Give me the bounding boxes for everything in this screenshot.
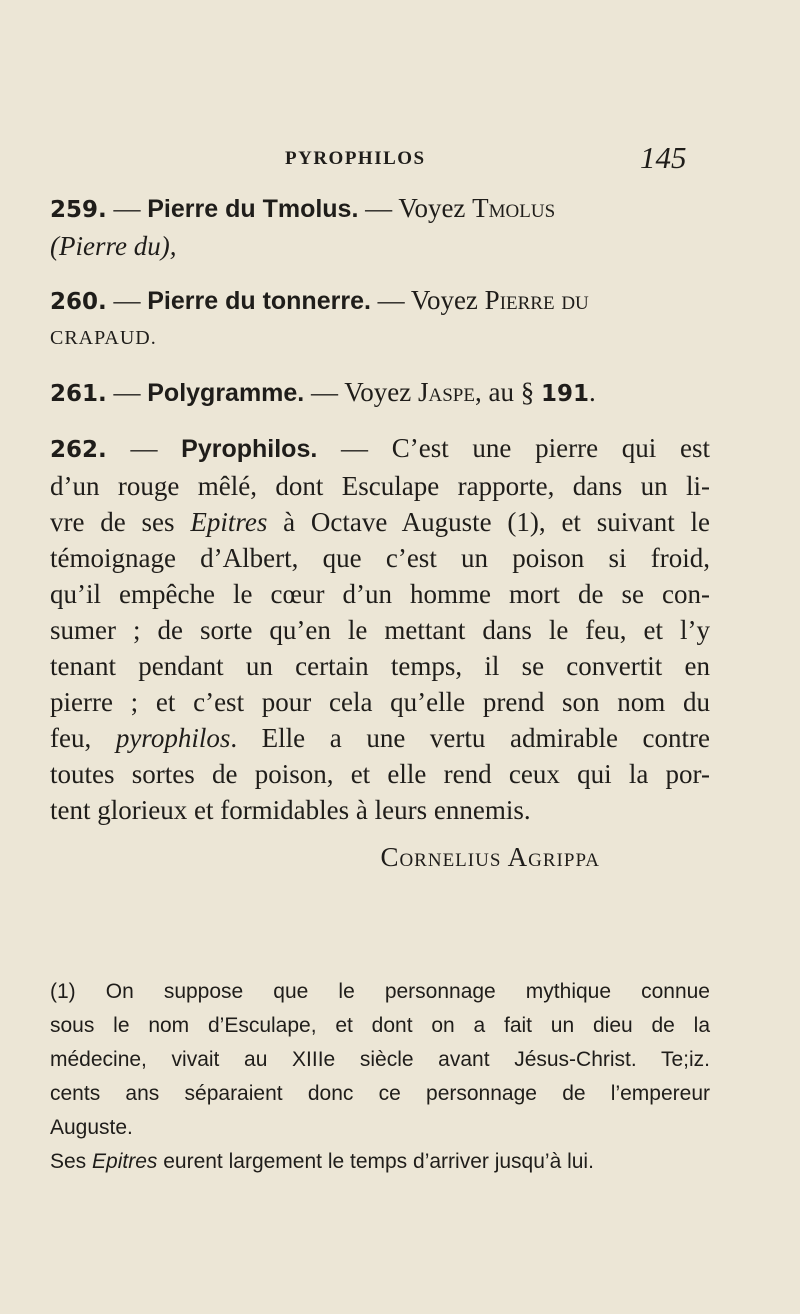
entry-number: 260. <box>50 289 107 315</box>
cross-reference: Tmolus <box>472 193 556 223</box>
entry-line: qu’il empêche le cœur d’un homme mort de se con- <box>50 579 710 609</box>
entry-line: (Pierre du), <box>50 231 177 261</box>
footnote-line: médecine, vivait au XIIIe siècle avant Jésus-Christ. Te;iz. <box>50 1048 710 1071</box>
entry-line: tent glorieux et formidables à leurs ennemis. <box>50 795 531 825</box>
entry-title: Polygramme. <box>147 379 305 407</box>
entry-line: 262. — Pyrophilos. — C’est une pierre qui est <box>50 433 710 463</box>
entry-line: témoignage d’Albert, que c’est un poison si froid, <box>50 543 710 573</box>
entry-261 <box>50 374 710 412</box>
running-title: PYROPHILOS <box>285 148 426 169</box>
footnote-line: Auguste. <box>50 1116 133 1139</box>
cross-reference: Jaspe <box>418 377 475 407</box>
entry-line: tenant pendant un certain temps, il se convertit en <box>50 651 710 681</box>
entry-title: Pyrophilos. <box>181 435 318 463</box>
page-header <box>0 140 800 178</box>
entry-number: 259. <box>50 197 107 223</box>
entry-line: CRAPAUD. <box>50 327 157 349</box>
entry-line: pierre ; et c’est pour cela qu’elle prend son nom du <box>50 687 710 717</box>
footnote-line: sous le nom d’Esculape, et dont on a fait un dieu de la <box>50 1014 710 1037</box>
entry-number: 261. <box>50 381 107 407</box>
entry-line: toutes sortes de poison, et elle rend ceux qui la por- <box>50 759 710 789</box>
page-number: 145 <box>640 140 687 175</box>
entry-262 <box>50 430 710 873</box>
author-attribution: Cornelius Agrippa <box>380 842 600 872</box>
entry-line: d’un rouge mêlé, dont Esculape rapporte, dans un li- <box>50 471 710 501</box>
entry-number: 262. <box>50 437 107 463</box>
entry-259 <box>50 190 710 264</box>
entry-title: Pierre du Tmolus. <box>147 195 359 223</box>
entry-title: Pierre du tonnerre. <box>147 287 371 315</box>
entry-line: feu, pyrophilos. Elle a une vertu admirable contre <box>50 723 710 753</box>
entry-line: 259. — Pierre du Tmolus. — Voyez Tmolus <box>50 193 556 223</box>
entry-line: vre de ses Epitres à Octave Auguste (1), et suivant le <box>50 507 710 537</box>
entry-line: 260. — Pierre du tonnerre. — Voyez Pierre du <box>50 285 589 315</box>
footnote-line: cents ans séparaient donc ce personnage de l’empereur <box>50 1082 710 1105</box>
cross-reference: Pierre du <box>484 285 589 315</box>
section-number: 191 <box>540 381 589 407</box>
entries <box>50 190 710 873</box>
entry-line: sumer ; de sorte qu’en le mettant dans le feu, et l’y <box>50 615 710 645</box>
footnote-line: Ses Epitres eurent largement le temps d’arriver jusqu’à lui. <box>50 1150 594 1173</box>
footnote <box>50 975 710 1179</box>
footnote-line: (1) On suppose que le personnage mythique connue <box>50 980 710 1003</box>
entry-260 <box>50 282 710 356</box>
entry-line: 261. — Polygramme. — Voyez Jaspe, au § 191. <box>50 377 596 407</box>
